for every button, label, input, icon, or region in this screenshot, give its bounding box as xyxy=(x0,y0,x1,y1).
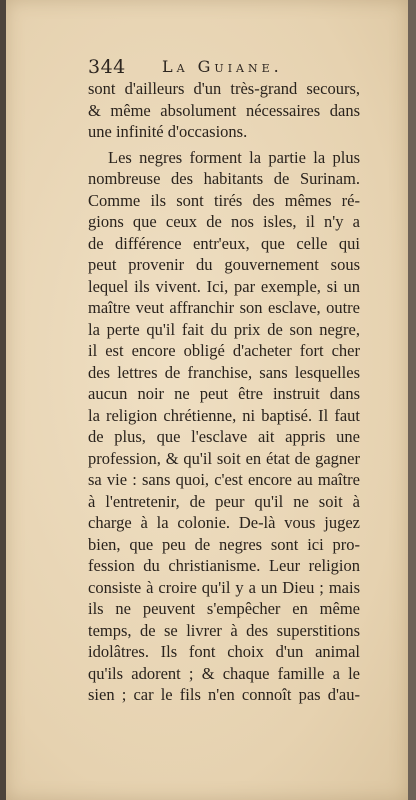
text-line: une infinité d'occasions. xyxy=(88,122,248,141)
text-line: temps, de se livrer à des superstitions xyxy=(88,620,360,640)
text-line: qu'ils adorent ; & chaque famille a le xyxy=(88,663,360,683)
text-line: sien ; car le fils n'en connoît pas d'au- xyxy=(88,685,360,704)
text-line: maître veut affranchir son esclave, outre xyxy=(88,298,360,317)
text-line: de plus, que l'esclave ait appris une xyxy=(88,427,360,446)
page-header xyxy=(88,56,356,78)
text-line: nombreuse des habitants de Surinam. xyxy=(88,169,360,188)
text-line: fession du christianisme. Leur religion xyxy=(88,556,360,575)
text-line: peut provenir du gouvernement sous xyxy=(88,255,360,274)
page-number: 344 xyxy=(88,56,126,78)
text-line: profession, & qu'il soit en état de gagner xyxy=(88,448,360,468)
text-line: & même absolument nécessaires dans xyxy=(88,100,360,120)
text-line: lequel ils vivent. Ici, par exemple, si un xyxy=(88,276,360,296)
running-head: La Guiane. xyxy=(162,57,283,76)
text-line: aucun noir ne peut être instruit dans xyxy=(88,384,360,403)
paragraph xyxy=(88,78,360,143)
body-text xyxy=(88,78,360,706)
text-line: bien, que peu de negres sont ici pro- xyxy=(88,534,360,554)
text-line: il est encore obligé d'acheter fort cher xyxy=(88,341,360,360)
text-line: de différence entr'eux, que celle qui xyxy=(88,233,360,253)
text-line: la religion chrétienne, ni baptisé. Il faut xyxy=(88,405,360,425)
text-line: Comme ils sont tirés des mêmes ré- xyxy=(88,190,360,210)
text-line: sa vie : sans quoi, c'est encore au maître xyxy=(88,470,360,489)
text-line: consiste à croire qu'il y a un Dieu ; mais xyxy=(88,577,360,597)
text-line: la perte qu'il fait du prix de son negre, xyxy=(88,319,360,339)
text-line: des lettres de franchise, sans lesquelles xyxy=(88,362,360,382)
text-line: Les negres forment la partie la plus xyxy=(108,147,360,167)
paragraph xyxy=(88,147,360,706)
text-line: à l'entretenir, de peur qu'il ne soit à xyxy=(88,491,360,511)
text-line: sont d'ailleurs d'un très-grand secours, xyxy=(88,79,360,98)
text-line: idolâtres. Ils font choix d'un animal xyxy=(88,642,360,661)
text-line: ils ne peuvent s'empêcher en même xyxy=(88,599,360,618)
text-line: charge à la colonie. De-là vous jugez xyxy=(88,513,360,532)
text-line: gions que ceux de nos isles, il n'y a xyxy=(88,212,360,231)
